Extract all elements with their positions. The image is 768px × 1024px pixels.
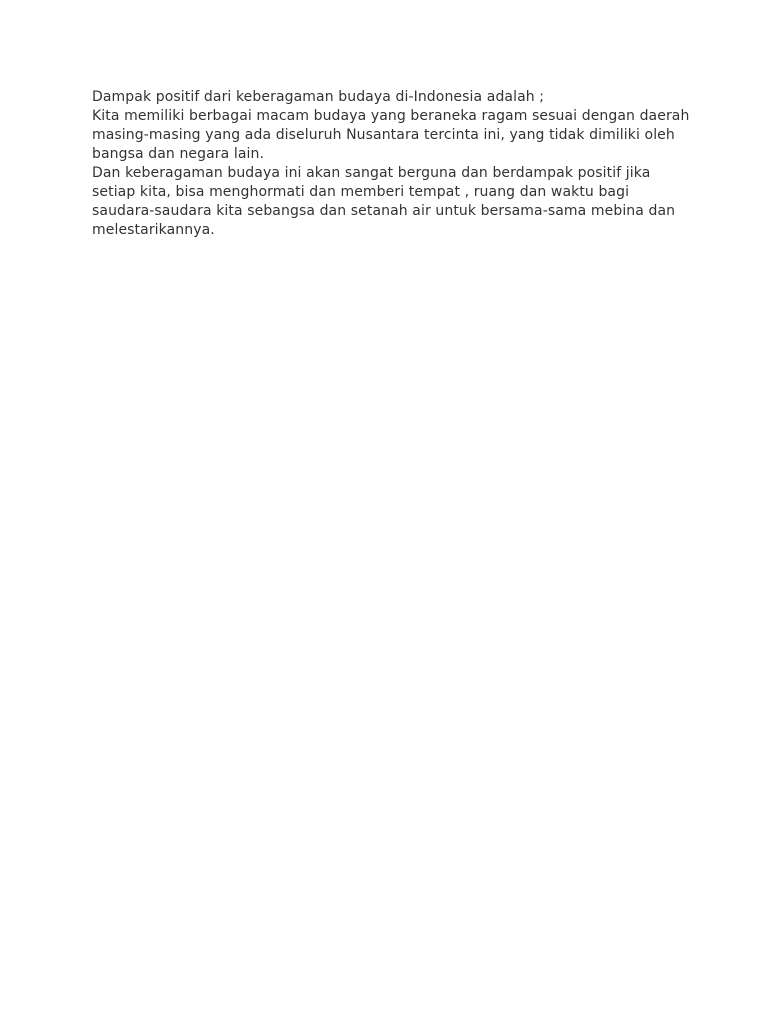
text-line: bangsa dan negara lain.: [92, 146, 265, 162]
text-line: Kita memiliki berbagai macam budaya yang beraneka ragam sesuai dengan daerah: [92, 108, 690, 124]
text-line: Dampak positif dari keberagaman budaya di-Indonesia adalah ;: [92, 89, 545, 105]
text-line: setiap kita, bisa menghormati dan memberi tempat , ruang dan waktu bagi: [92, 184, 630, 200]
text-line: saudara-saudara kita sebangsa dan setanah air untuk bersama-sama mebina dan: [92, 203, 676, 219]
text-line: Dan keberagaman budaya ini akan sangat berguna dan berdampak positif jika: [92, 165, 651, 181]
paragraph-block: [92, 88, 692, 240]
text-line: masing-masing yang ada diseluruh Nusantara tercinta ini, yang tidak dimiliki oleh: [92, 127, 675, 143]
text-line: melestarikannya.: [92, 222, 215, 238]
